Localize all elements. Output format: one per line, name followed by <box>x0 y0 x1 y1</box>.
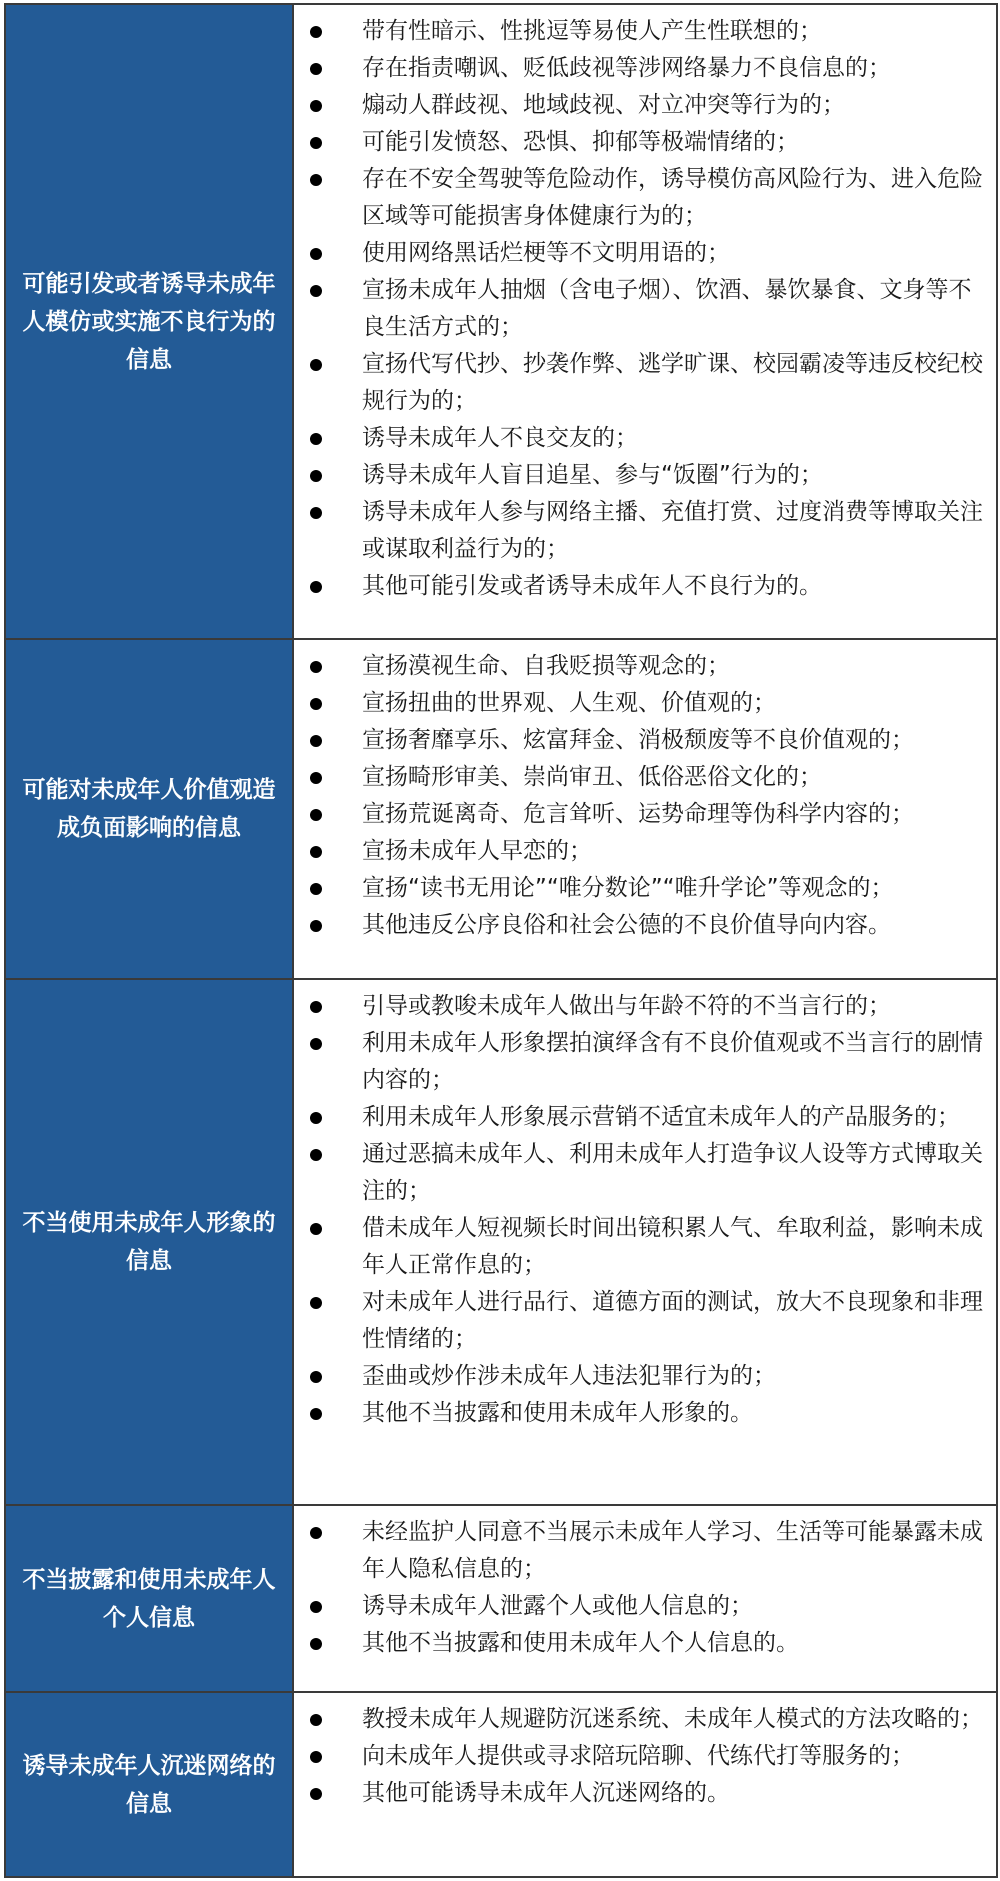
list-item: 宣扬未成年人早恋的； <box>294 833 986 870</box>
list-item: 歪曲或炒作涉未成年人违法犯罪行为的； <box>294 1358 986 1395</box>
table-section <box>4 638 998 980</box>
list-item: 诱导未成年人泄露个人或他人信息的； <box>294 1588 986 1625</box>
list-item: 其他不当披露和使用未成年人形象的。 <box>294 1395 986 1432</box>
list-item: 宣扬畸形审美、崇尚审丑、低俗恶俗文化的； <box>294 759 986 796</box>
table-section <box>4 1691 998 1878</box>
category-label: 可能对未成年人价值观造成负面影响的信息 <box>22 777 276 841</box>
category-cell <box>6 5 294 638</box>
item-list <box>294 980 996 1504</box>
bullet-icon <box>310 661 322 673</box>
category-cell <box>6 980 294 1504</box>
bullet-icon <box>310 507 322 519</box>
item-list <box>294 640 996 978</box>
table-section <box>4 1504 998 1693</box>
list-item: 诱导未成年人不良交友的； <box>294 420 986 457</box>
category-label: 不当披露和使用未成年人个人信息 <box>22 1566 276 1631</box>
list-item: 宣扬奢靡享乐、炫富拜金、消极颓废等不良价值观的； <box>294 722 986 759</box>
list-item: 未经监护人同意不当展示未成年人学习、生活等可能暴露未成年人隐私信息的； <box>294 1514 986 1588</box>
list-item: 宣扬漠视生命、自我贬损等观念的； <box>294 648 986 685</box>
category-label: 可能引发或者诱导未成年人模仿或实施不良行为的信息 <box>22 270 276 373</box>
list-item: 使用网络黑话烂梗等不文明用语的； <box>294 235 986 272</box>
list-item: 宣扬“读书无用论”“唯分数论”“唯升学论”等观念的； <box>294 870 986 907</box>
list-item: 利用未成年人形象展示营销不适宜未成年人的产品服务的； <box>294 1099 986 1136</box>
bullet-icon <box>310 1751 322 1763</box>
bullet-icon <box>310 1788 322 1800</box>
bullet-icon <box>310 883 322 895</box>
bullet-icon <box>310 698 322 710</box>
bullet-icon <box>310 470 322 482</box>
list-item: 带有性暗示、性挑逗等易使人产生性联想的； <box>294 13 986 50</box>
bullet-icon <box>310 174 322 186</box>
bullet-icon <box>310 1527 322 1539</box>
table-section <box>4 978 998 1506</box>
list-item: 宣扬未成年人抽烟（含电子烟）、饮酒、暴饮暴食、文身等不良生活方式的； <box>294 272 986 346</box>
list-item: 对未成年人进行品行、道德方面的测试，放大不良现象和非理性情绪的； <box>294 1284 986 1358</box>
list-item: 存在不安全驾驶等危险动作，诱导模仿高风险行为、进入危险区域等可能损害身体健康行为的； <box>294 161 986 235</box>
bullet-icon <box>310 285 322 297</box>
category-label: 诱导未成年人沉迷网络的信息 <box>22 1752 276 1817</box>
category-cell <box>6 1506 294 1691</box>
list-item: 宣扬荒诞离奇、危言耸听、运势命理等伪科学内容的； <box>294 796 986 833</box>
bullet-icon <box>310 433 322 445</box>
bullet-icon <box>310 1601 322 1613</box>
bullet-icon <box>310 581 322 593</box>
bullet-icon <box>310 1408 322 1420</box>
list-item: 引导或教唆未成年人做出与年龄不符的不当言行的； <box>294 988 986 1025</box>
table-section <box>4 3 998 640</box>
bullet-icon <box>310 137 322 149</box>
bullet-icon <box>310 1112 322 1124</box>
bullet-icon <box>310 809 322 821</box>
bullet-icon <box>310 26 322 38</box>
bullet-icon <box>310 920 322 932</box>
category-label: 不当使用未成年人形象的信息 <box>22 1210 276 1274</box>
item-list <box>294 1693 996 1876</box>
bullet-icon <box>310 1297 322 1309</box>
list-item: 向未成年人提供或寻求陪玩陪聊、代练代打等服务的； <box>294 1738 986 1775</box>
bullet-icon <box>310 63 322 75</box>
list-item: 通过恶搞未成年人、利用未成年人打造争议人设等方式博取关注的； <box>294 1136 986 1210</box>
bullet-icon <box>310 359 322 371</box>
list-item: 宣扬代写代抄、抄袭作弊、逃学旷课、校园霸凌等违反校纪校规行为的； <box>294 346 986 420</box>
bullet-icon <box>310 772 322 784</box>
bullet-icon <box>310 846 322 858</box>
list-item: 其他可能引发或者诱导未成年人不良行为的。 <box>294 568 986 605</box>
category-cell <box>6 640 294 978</box>
bullet-icon <box>310 1149 322 1161</box>
list-item: 诱导未成年人盲目追星、参与“饭圈”行为的； <box>294 457 986 494</box>
bullet-icon <box>310 1001 322 1013</box>
item-list <box>294 5 996 638</box>
list-item: 宣扬扭曲的世界观、人生观、价值观的； <box>294 685 986 722</box>
bullet-icon <box>310 1714 322 1726</box>
bullet-icon <box>310 248 322 260</box>
bullet-icon <box>310 1638 322 1650</box>
list-item: 教授未成年人规避防沉迷系统、未成年人模式的方法攻略的； <box>294 1701 986 1738</box>
bullet-icon <box>310 1038 322 1050</box>
bullet-icon <box>310 735 322 747</box>
list-item: 其他违反公序良俗和社会公德的不良价值导向内容。 <box>294 907 986 944</box>
item-list <box>294 1506 996 1691</box>
list-item: 诱导未成年人参与网络主播、充值打赏、过度消费等博取关注或谋取利益行为的； <box>294 494 986 568</box>
bullet-icon <box>310 1371 322 1383</box>
category-cell <box>6 1693 294 1876</box>
list-item: 利用未成年人形象摆拍演绎含有不良价值观或不当言行的剧情内容的； <box>294 1025 986 1099</box>
list-item: 其他不当披露和使用未成年人个人信息的。 <box>294 1625 986 1662</box>
bullet-icon <box>310 1223 322 1235</box>
bullet-icon <box>310 100 322 112</box>
list-item: 可能引发愤怒、恐惧、抑郁等极端情绪的； <box>294 124 986 161</box>
list-item: 煽动人群歧视、地域歧视、对立冲突等行为的； <box>294 87 986 124</box>
list-item: 存在指责嘲讽、贬低歧视等涉网络暴力不良信息的； <box>294 50 986 87</box>
list-item: 其他可能诱导未成年人沉迷网络的。 <box>294 1775 986 1812</box>
list-item: 借未成年人短视频长时间出镜积累人气、牟取利益，影响未成年人正常作息的； <box>294 1210 986 1284</box>
